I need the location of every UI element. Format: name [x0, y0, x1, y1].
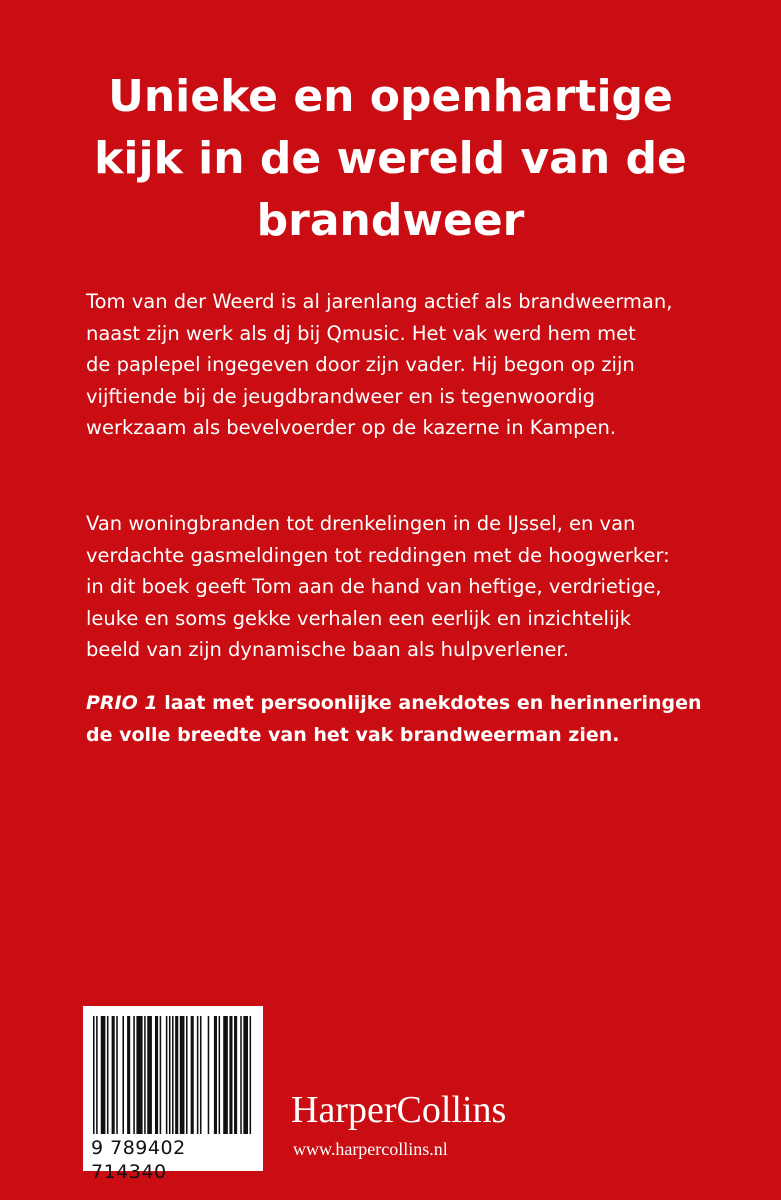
barcode-bar — [229, 1016, 232, 1134]
barcode-bar — [101, 1016, 106, 1134]
book-title: PRIO 1 — [86, 692, 158, 714]
publisher-url: www.harpercollins.nl — [293, 1139, 448, 1159]
barcode-bar — [214, 1016, 217, 1134]
barcode-bar — [93, 1016, 95, 1134]
barcode-bar — [234, 1016, 237, 1134]
barcode-bar — [147, 1016, 152, 1134]
barcode-bar — [219, 1016, 221, 1134]
barcode-bar — [136, 1016, 142, 1134]
barcode-bar — [144, 1016, 146, 1134]
barcode-bar — [133, 1016, 135, 1134]
barcode-bar — [112, 1016, 115, 1134]
blurb-line: de volle breedte van het vak brandweerman zien. — [86, 723, 620, 746]
blurb-line: in dit boek geeft Tom aan de hand van heftige, verdrietige, — [86, 575, 662, 598]
barcode-bar — [96, 1016, 98, 1134]
back-cover-headline — [40, 66, 741, 252]
barcode-bar — [107, 1016, 109, 1134]
barcode-bar — [200, 1016, 202, 1134]
barcode-bar — [191, 1016, 194, 1134]
blurb-paragraph-summary — [86, 688, 726, 751]
barcode-bar — [166, 1016, 168, 1134]
headline-line-3: brandweer — [256, 195, 525, 246]
barcode-bar — [160, 1016, 162, 1134]
blurb-line: vijftiende bij de jeugdbrandweer en is tegenwoordig — [86, 384, 596, 408]
barcode-bar — [240, 1016, 242, 1134]
blurb-line: beeld van zijn dynamische baan als hulpverlener. — [86, 638, 569, 661]
headline-line-1: Unieke en openhartige — [108, 71, 673, 122]
barcode-bar — [208, 1016, 210, 1134]
barcode-bar — [127, 1016, 130, 1134]
blurb-line: leuke en soms gekke verhalen een eerlijk en inzichtelijk — [86, 606, 632, 630]
publisher-logo: HarperCollins — [291, 1089, 507, 1131]
barcode-bar — [122, 1016, 124, 1134]
isbn-number: 9 789402 714340 — [91, 1137, 186, 1183]
barcode-bar — [250, 1016, 252, 1134]
barcode-bar — [186, 1016, 188, 1134]
barcode-bar — [116, 1016, 118, 1134]
blurb-line: de paplepel ingegeven door zijn vader. Hij begon op zijn — [86, 353, 635, 376]
barcode-bar — [223, 1016, 228, 1134]
barcode-bar — [172, 1016, 174, 1134]
blurb-line: naast zijn werk als dj bij Qmusic. Het vak werd hem met — [86, 321, 636, 345]
blurb-line: Van woningbranden tot drenkelingen in de IJssel, en van — [86, 512, 636, 535]
blurb-line: verdachte gasmeldingen tot reddingen met de hoogwerker: — [86, 543, 670, 567]
isbn-barcode — [83, 1006, 263, 1183]
blurb-line: laat met persoonlijke anekdotes en herinneringen — [157, 692, 702, 714]
blurb-paragraph-author — [86, 286, 726, 444]
blurb-line: Tom van der Weerd is al jarenlang actief als brandweerman, — [86, 290, 673, 313]
blurb-paragraph-content — [86, 508, 726, 666]
barcode-bar — [169, 1016, 171, 1134]
barcode-bar — [180, 1016, 185, 1134]
headline-line-2: kijk in de wereld van de — [94, 133, 687, 184]
barcode-bars — [91, 1016, 255, 1134]
barcode-bar — [243, 1016, 248, 1134]
barcode-bar — [155, 1016, 158, 1134]
barcode-bar — [175, 1016, 178, 1134]
barcode-bar — [197, 1016, 199, 1134]
blurb-line: werkzaam als bevelvoerder op de kazerne in Kampen. — [86, 416, 617, 439]
